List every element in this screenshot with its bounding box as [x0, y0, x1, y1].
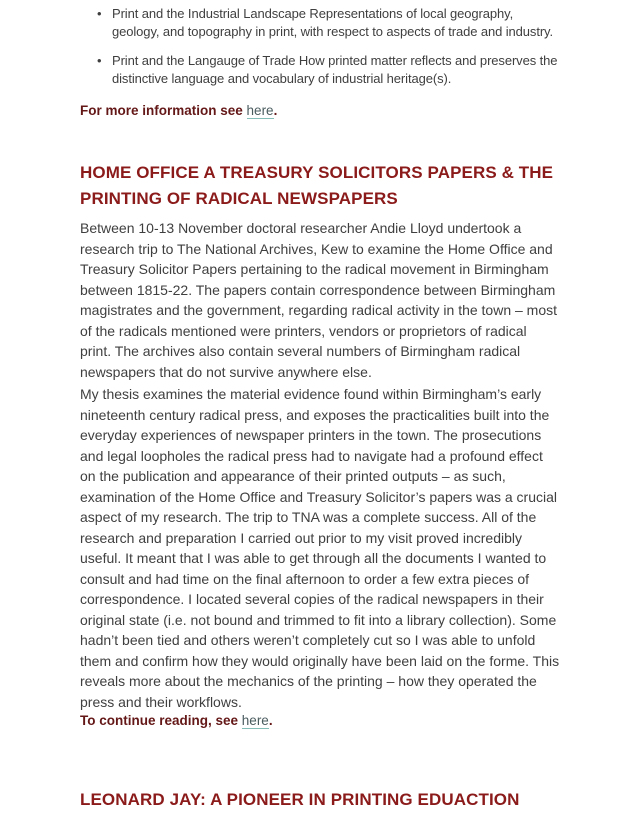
continue-reading-period: . [268, 713, 273, 728]
bullet-text-industrial-landscape: Print and the Industrial Landscape Representations of local geography, geology, and topography in print, with respect to aspects of trade and industry. [112, 6, 554, 39]
topic-bullet-list [80, 5, 560, 88]
continue-reading-link[interactable]: here [241, 713, 269, 728]
paragraph-archives-trip: Between 10-13 November doctoral researcher Andie Lloyd undertook a research trip to The National Archives, Kew to examine the Home Office and Treasury Solicitor Papers pertaining to the radical movement in Birmingham between 1815-22. The papers contain correspondence between Birmingham magistrates and the government, regarding radical activity in the town – most of the radicals mentioned were printers, vendors or proprietors of radical print. The archives also contain several numbers of Birmingham radical newspapers that do not survive anywhere else. [80, 220, 558, 380]
continue-reading-line [80, 712, 560, 730]
continue-reading-lead-text: To continue reading, see [80, 713, 239, 728]
more-info-period: . [273, 103, 278, 118]
bullet-text-language-of-trade: Print and the Langauge of Trade How printed matter reflects and preserves the distinctive language and vocabulary of industrial heritage(s). [112, 53, 558, 86]
more-info-line [80, 102, 560, 120]
list-item [112, 5, 560, 41]
paragraph-thesis-research: My thesis examines the material evidence found within Birmingham’s early nineteenth century radical press, and exposes the practicalities built into the everyday experiences of newspaper printers in the town. The prosecutions and legal loopholes the radical press had to navigate had a profound effect on the publication and appearance of their printed outputs – as such, examination of the Home Office and Treasury Solicitor’s papers was a crucial aspect of my research. The trip to TNA was a complete success. All of the research and preparation I carried out prior to my visit proved incredibly useful. It meant that I was able to get through all the documents I wanted to consult and had time on the final afternoon to order a few extra pieces of correspondence. I located several copies of the radical newspapers in their original state (i.e. not bound and trimmed to fit into a library collection). Some hadn’t been tied and others weren’t completely cut so I was able to unfold them and confirm how they would originally have been laid on the forme. This reveals more about the mechanics of the printing – how they operated the press and their workflows. [80, 386, 560, 710]
section-heading-home-office-papers: HOME OFFICE A TREASURY SOLICITORS PAPERS & THE PRINTING OF RADICAL NEWSPAPERS [80, 163, 554, 208]
list-item [112, 52, 560, 88]
more-info-link[interactable]: here [246, 103, 274, 118]
more-info-lead-text: For more information see [80, 103, 243, 118]
section-heading-leonard-jay: LEONARD JAY: A PIONEER IN PRINTING EDUACTION [80, 790, 520, 809]
